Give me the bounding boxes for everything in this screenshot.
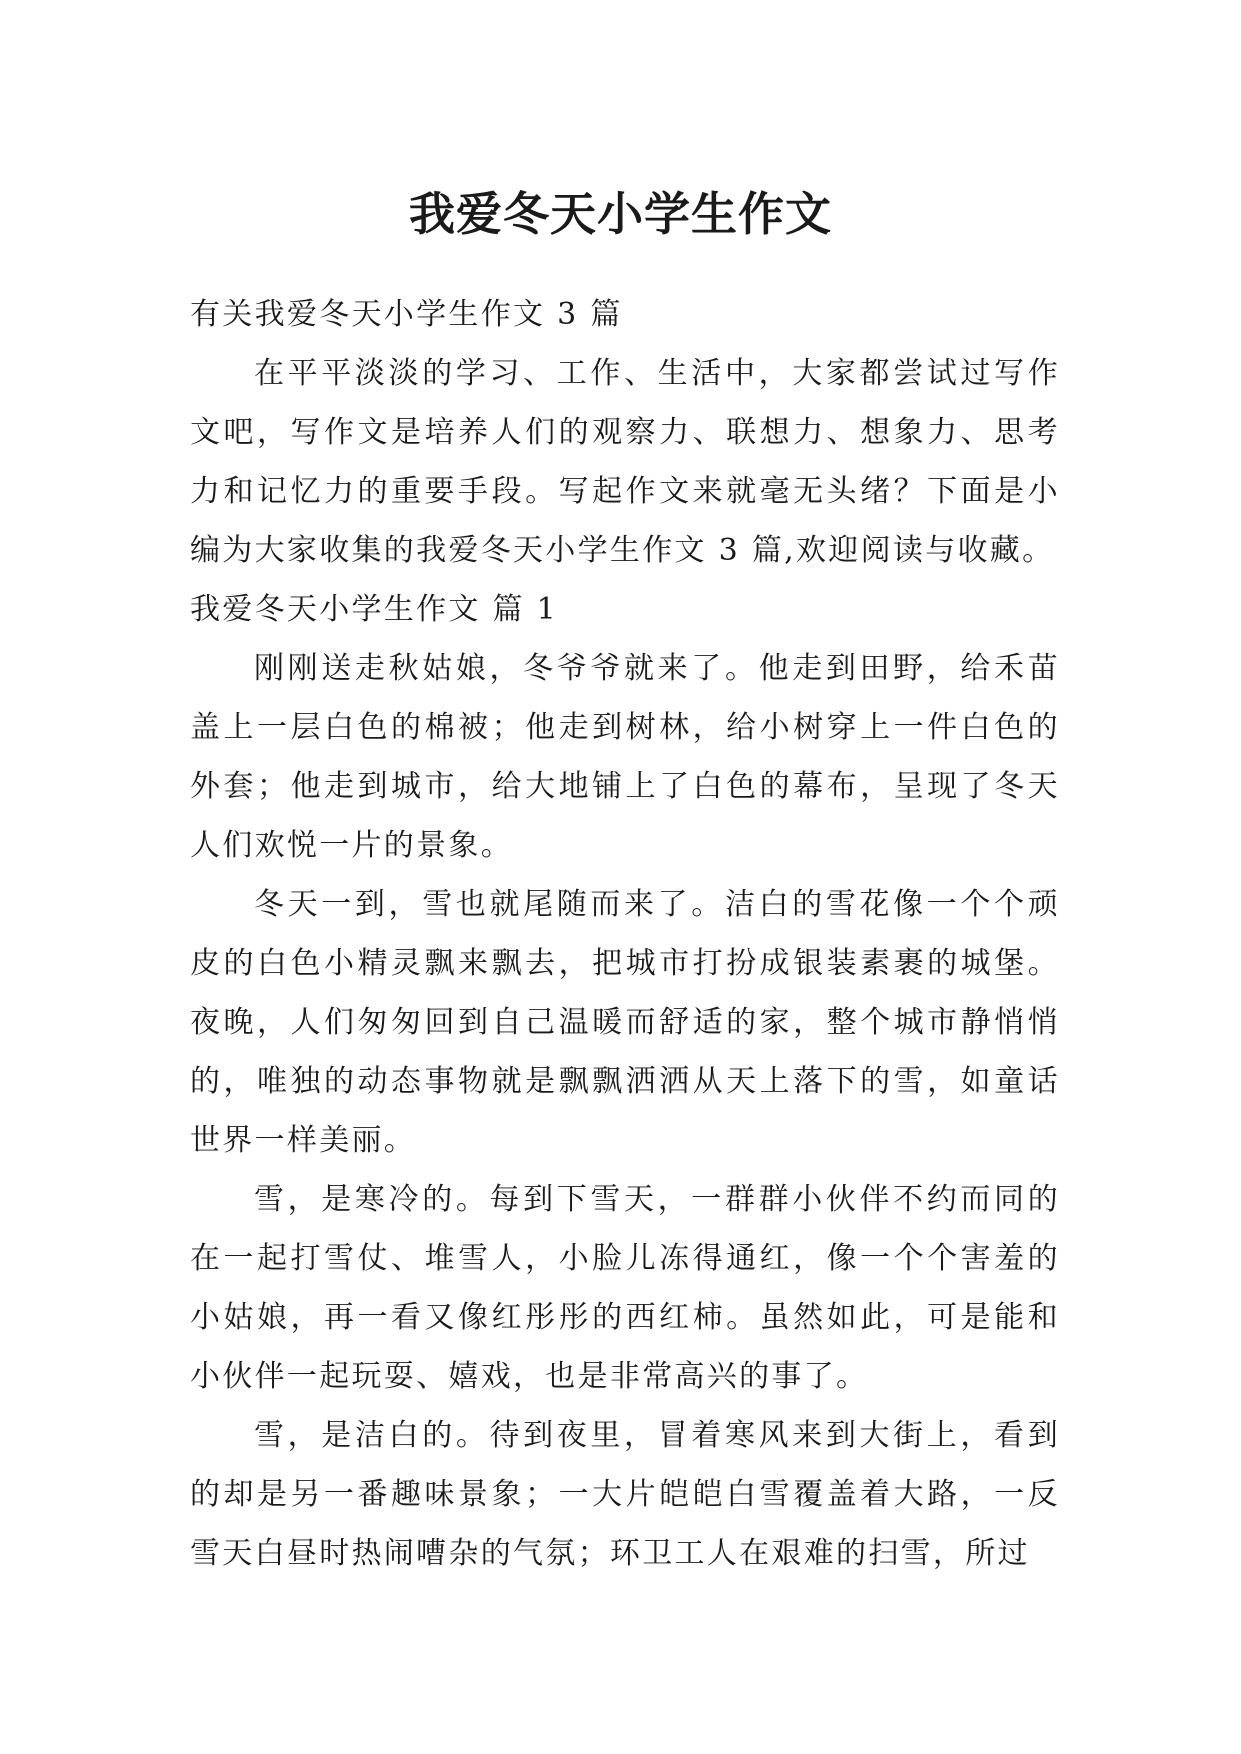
document-title: 我爱冬天小学生作文 xyxy=(409,186,832,241)
body-paragraph: 雪，是寒冷的。每到下雪天，一群群小伙伴不约而同的在一起打雪仗、堆雪人，小脸儿冻得通红，像一个个害羞的小姑娘，再一看又像红彤彤的西红柿。虽然如此，可是能和小伙伴一起玩耍、嬉戏，也是非常高兴的事了。 xyxy=(190,1182,1060,1394)
heading-line: 有关我爱冬天小学生作文 3 篇 xyxy=(190,297,623,332)
body-paragraph: 雪，是洁白的。待到夜里，冒着寒风来到大街上，看到的却是另一番趣味景象；一大片皑皑白雪覆盖着大路，一反雪天白昼时热闹嘈杂的气氛；环卫工人在艰难的扫雪，所过 xyxy=(190,1418,1060,1571)
body-paragraph: 冬天一到，雪也就尾随而来了。洁白的雪花像一个个顽皮的白色小精灵飘来飘去，把城市打扮成银装素裹的城堡。夜晚，人们匆匆回到自己温暖而舒适的家，整个城市静悄悄的，唯独的动态事物就是飘飘洒洒从天上落下的雪，如童话世界一样美丽。 xyxy=(190,887,1060,1158)
body-paragraph: 在平平淡淡的学习、工作、生活中，大家都尝试过写作文吧，写作文是培养人们的观察力、联想力、想象力、思考力和记忆力的重要手段。写起作文来就毫无头绪？下面是小编为大家收集的我爱冬天小学生作文 3 篇,欢迎阅读与收藏。 xyxy=(190,356,1060,568)
heading-line: 我爱冬天小学生作文 篇 1 xyxy=(190,592,559,627)
body-paragraph: 刚刚送走秋姑娘，冬爷爷就来了。他走到田野，给禾苗盖上一层白色的棉被；他走到树林，给小树穿上一件白色的外套；他走到城市，给大地铺上了白色的幕布，呈现了冬天人们欢悦一片的景象。 xyxy=(190,651,1060,863)
document-body xyxy=(190,285,1060,1583)
